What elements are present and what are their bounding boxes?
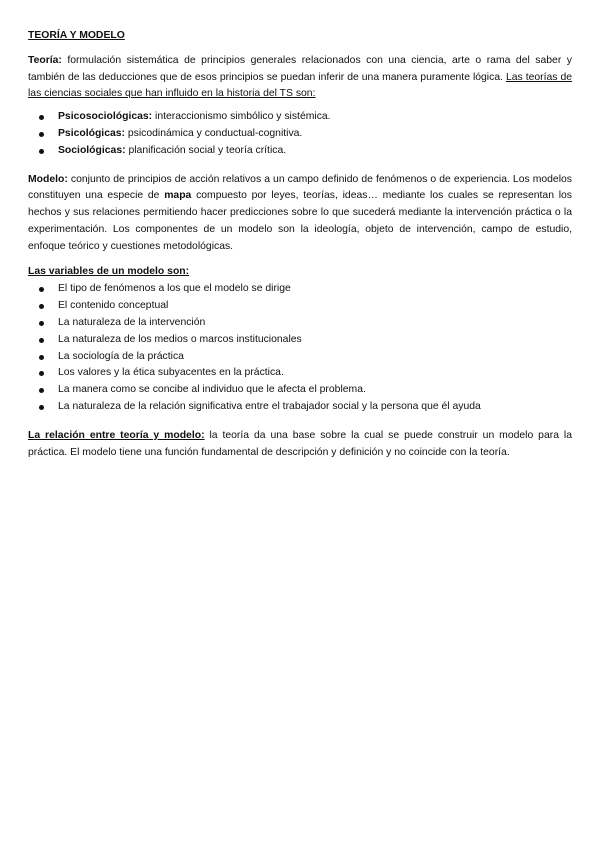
- list-item: El contenido conceptual: [28, 298, 572, 315]
- modelo-text-1: conjunto de principios de acción relativos a un campo definido de fenómenos o de experiencia. Los modelos constituyen una especie de: [28, 173, 572, 202]
- list-item-text: psicodinámica y conductual-cognitiva.: [125, 127, 303, 139]
- list-item: [28, 143, 572, 160]
- list-item: La naturaleza de la relación significativa entre el trabajador social y la persona que él ayuda: [28, 399, 572, 416]
- list-item: El tipo de fenómenos a los que el modelo se dirige: [28, 281, 572, 298]
- list-item: [28, 126, 572, 143]
- list-item-term: Psicológicas:: [58, 127, 125, 139]
- list-item: La naturaleza de los medios o marcos institucionales: [28, 332, 572, 349]
- modelo-bold-word: mapa: [164, 190, 192, 202]
- teoria-list: [28, 109, 572, 159]
- document-title: TEORÍA Y MODELO: [28, 30, 125, 41]
- list-item: Los valores y la ética subyacentes en la práctica.: [28, 365, 572, 382]
- list-item: La naturaleza de la intervención: [28, 315, 572, 332]
- list-item-text: planificación social y teoría crítica.: [125, 144, 287, 156]
- modelo-paragraph: [28, 172, 572, 256]
- relacion-term: La relación entre teoría y modelo:: [28, 429, 205, 441]
- list-item-term: Psicosociológicas:: [58, 111, 153, 123]
- list-item: La sociología de la práctica: [28, 349, 572, 366]
- teoria-term: Teoría:: [28, 54, 62, 66]
- modelo-text-2: compuesto por leyes, teorías, ideas… mediante los cuales se representan los hechos y sus relaciones permitiendo hacer predicciones sobre lo que sucederá mediante la intervención práctica o la experimentación. Los componentes de un modelo son la ideología, objeto de intervención, campo de estudio, enfoque teórico y cuestiones metodológicas.: [28, 190, 572, 252]
- relacion-text: la teoría da una base sobre la cual se puede construir un modelo para la práctica. El modelo tiene una función fundamental de descripción y definición y no coincide con la teoría.: [28, 429, 572, 458]
- variables-list: [28, 281, 572, 415]
- teoria-paragraph: [28, 53, 572, 103]
- modelo-term: Modelo:: [28, 173, 68, 185]
- list-item: La manera como se concibe al individuo que le afecta el problema.: [28, 382, 572, 399]
- relacion-paragraph: [28, 428, 572, 462]
- teoria-definition: formulación sistemática de principios generales relacionados con una ciencia, arte o rama del saber y también de las deducciones que de esos principios se puedan inferir de una manera puramente lógica.: [28, 54, 572, 83]
- variables-heading: Las variables de un modelo son:: [28, 265, 190, 277]
- list-item: [28, 109, 572, 126]
- list-item-term: Sociológicas:: [58, 144, 126, 156]
- list-item-text: interaccionismo simbólico y sistémica.: [152, 111, 331, 123]
- teoria-intro: Las teorías de las ciencias sociales que han influido en la historia del TS son:: [28, 71, 572, 100]
